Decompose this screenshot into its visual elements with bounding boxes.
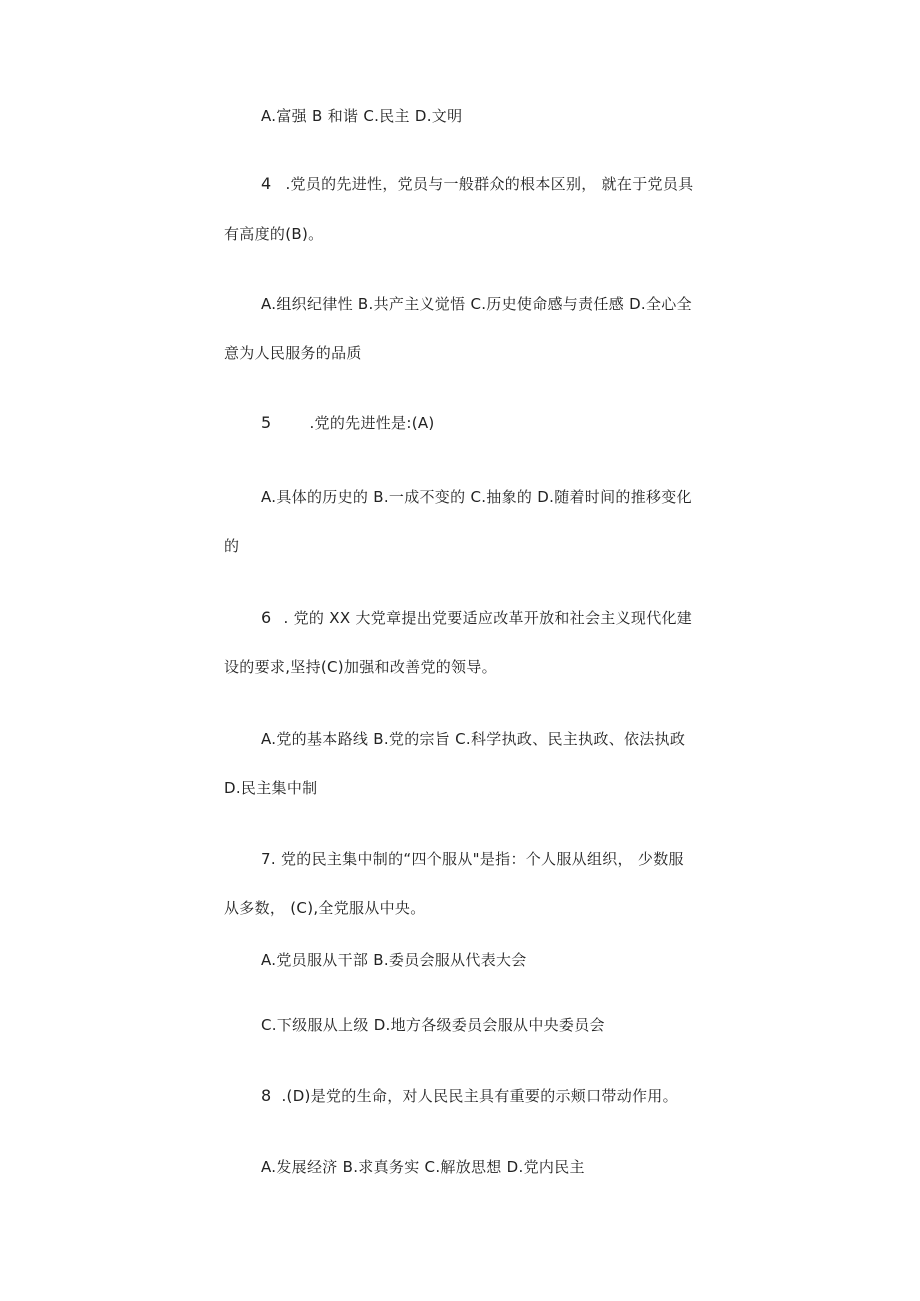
q7-question-line1: 7. 党的民主集中制的“四个服从"是指：个人服从组织， 少数服 xyxy=(261,850,684,868)
q6-number: 6 xyxy=(261,608,272,627)
q5-options-line2: 的 xyxy=(224,537,240,555)
q6-options-line2: D.民主集中制 xyxy=(224,779,318,797)
q5-text: .党的先进性是:(A) xyxy=(309,414,435,432)
q6-question-line1 xyxy=(261,608,692,628)
q7-options-line1: A.党员服从干部 B.委员会服从代表大会 xyxy=(261,951,527,969)
q4-options-line2: 意为人民服务的品质 xyxy=(224,344,362,362)
q6-question-line2: 设的要求,坚持(C)加强和改善党的领导。 xyxy=(224,658,497,676)
q6-options-line1: A.党的基本路线 B.党的宗旨 C.科学执政、民主执政、依法执政 xyxy=(261,730,686,748)
q4-question-line1 xyxy=(261,174,693,194)
q3-options: A.富强 B 和谐 C.民主 D.文明 xyxy=(261,107,463,125)
q8-options: A.发展经济 B.求真务实 C.解放思想 D.党内民主 xyxy=(261,1158,585,1176)
q4-question-line2: 有高度的(B)。 xyxy=(224,225,324,243)
q5-question xyxy=(261,413,435,433)
q7-options-line2: C.下级服从上级 D.地方各级委员会服从中央委员会 xyxy=(261,1016,605,1034)
q8-number: 8 xyxy=(261,1086,272,1105)
q8-text: .(D)是党的生命，对人民民主具有重要的示颊口带动作用。 xyxy=(281,1087,678,1105)
q5-options-line1: A.具体的历史的 B.一成不变的 C.抽象的 D.随着时间的推移变化 xyxy=(261,488,692,506)
q4-options-line1: A.组织纪律性 B.共产主义觉悟 C.历史使命感与责任感 D.全心全 xyxy=(261,295,692,313)
q7-question-line2: 从多数， (C),全党服从中央。 xyxy=(224,899,426,917)
q8-question xyxy=(261,1086,678,1106)
q4-number: 4 xyxy=(261,174,272,193)
q4-text: .党员的先进性，党员与一般群众的根本区别， 就在于党员具 xyxy=(285,175,694,193)
q5-number: 5 xyxy=(261,413,272,432)
q6-text: . 党的 XX 大党章提出党要适应改革开放和社会主义现代化建 xyxy=(283,609,693,627)
